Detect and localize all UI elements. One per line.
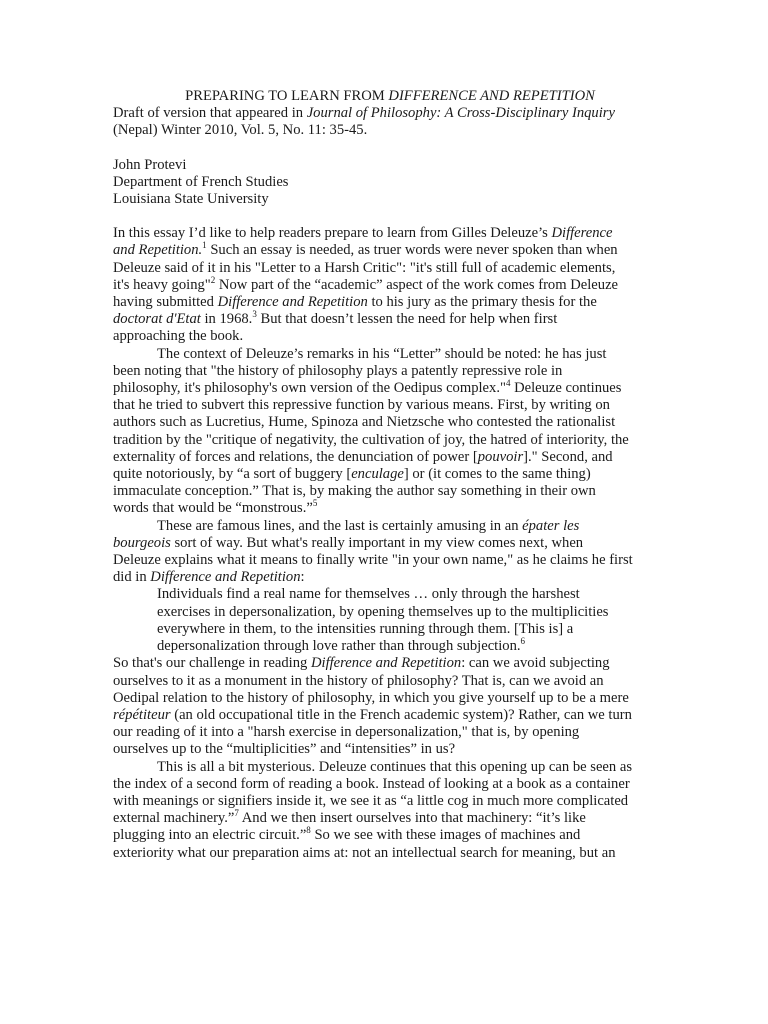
- publication-note-text: Draft of version that appeared in: [113, 105, 307, 122]
- footnote-marker: 5: [312, 498, 318, 509]
- italic-run: enculage: [351, 466, 404, 483]
- spacer: [113, 140, 633, 157]
- text-run: Deleuze continues that he tried to subvert this repressive function by various means. First, by writing on authors such as Lucretius, Hume, Spinoza and Nietzsche who contested the rationalist tradition by the "critique of negativity, the cultivation of joy, the hatred of interiority, the externality of forces and relations, the denunciation of power [: [113, 380, 629, 465]
- italic-run: pouvoir: [477, 448, 524, 465]
- block-quote: [157, 586, 633, 655]
- quote-text: Individuals find a real name for themselves … only through the harshest exercises in depersonalization, by opening themselves up to the multiplicities everywhere in them, to the intensities running through them. [This is] a depersonalization through love rather than through subjection.: [157, 586, 609, 655]
- text-run: (an old occupational title in the French academic system)? Rather, can we turn our reading of it into a "harsh exercise in depersonalization," that is, by opening ourselves up to the “multiplicities” and “intensities” in us?: [113, 706, 632, 758]
- title-italic-text: DIFFERENCE AND REPETITION: [388, 88, 595, 104]
- footnote-marker: 8: [306, 825, 311, 836]
- italic-run: épater les bourgeois: [113, 517, 580, 551]
- publication-details: (Nepal) Winter 2010, Vol. 5, No. 11: 35-45.: [113, 122, 368, 139]
- footnote-marker: 4: [505, 378, 511, 389]
- footnote-marker: 7: [234, 808, 239, 819]
- text-run: So we see with these images of machines and exteriority what our preparation aims at: not an intellectual search for meaning, but an: [113, 827, 616, 861]
- text-run: ] or (it comes to the same thing) immaculate conception.” That is, by making the author say something in their own words that would be “monstrous.”: [113, 466, 596, 517]
- text-run: But that doesn’t lessen the need for help when first approaching the book.: [113, 311, 558, 345]
- author-department: Department of French Studies: [113, 173, 289, 190]
- italic-run: Difference and Repetition: [310, 655, 462, 672]
- text-run: And we then insert ourselves into that machinery: “it’s like plugging into an electric circuit.”: [113, 810, 586, 844]
- text-run: to his jury as the primary thesis for the: [367, 294, 597, 311]
- text-run: : can we avoid subjecting ourselves to it as a monument in the history of philosophy? That is, can we avoid an Oedipal relation to the history of philosophy, in which you give yourself up to be a mere: [113, 655, 629, 706]
- journal-name: Journal of Philosophy: A Cross-Disciplinary Inquiry: [306, 105, 615, 122]
- italic-run: Difference and Repetition.: [113, 225, 613, 259]
- author-university: Louisiana State University: [113, 191, 269, 208]
- text-run: In this essay I’d like to help readers prepare to learn from Gilles Deleuze’s: [113, 225, 552, 242]
- footnote-marker: 1: [202, 240, 207, 251]
- italic-run: Difference and Repetition: [217, 294, 368, 311]
- text-run: So that's our challenge in reading: [113, 655, 311, 672]
- text-run: ]." Second, and quite notoriously, by “a sort of buggery [: [113, 448, 613, 483]
- text-run: Such an essay is needed, as truer words were never spoken than when Deleuze said of it in his "Letter to a Harsh Critic": "it's still full of academic elements, it's heavy going": [113, 242, 618, 293]
- text-run: The context of Deleuze’s remarks in his “Letter” should be noted: he has just been noting that "the history of philosophy plays a patently repressive role in philosophy, it's philosophy's own version of the Oedipus complex.": [113, 345, 607, 397]
- footnote-marker: 6: [520, 636, 526, 647]
- paragraph-5: [113, 759, 633, 862]
- text-run: Now part of the “academic” aspect of the work comes from Deleuze having submitted: [113, 276, 619, 311]
- text-run: sort of way. But what's really important in my view comes next, when Deleuze explains what it means to finally write "in your own name," as he claims he first did in: [113, 534, 633, 586]
- spacer: [113, 208, 633, 225]
- italic-run: doctorat d'Etat: [113, 311, 201, 328]
- footnote-marker: 3: [252, 309, 257, 320]
- text-run: :: [300, 569, 305, 586]
- paragraph-1: [113, 225, 633, 345]
- text-run: These are famous lines, and the last is certainly amusing in an: [157, 517, 523, 534]
- paragraph-4: [113, 655, 633, 758]
- paragraph-2: [113, 346, 633, 518]
- footnote-marker: 2: [210, 274, 216, 285]
- italic-run: Difference and Repetition: [150, 569, 301, 586]
- text-run: This is all a bit mysterious. Deleuze continues that this opening up can be seen as the index of a second form of reading a book. Instead of looking at a book as a container with meanings or signifiers inside it, we see it as “a little cog in much more complicated external machinery.”: [113, 758, 632, 827]
- author-name: John Protevi: [113, 156, 187, 173]
- document-page: [113, 88, 633, 862]
- paragraph-3: [113, 518, 633, 587]
- title-text: PREPARING TO LEARN FROM: [185, 88, 389, 104]
- text-run: in 1968.: [200, 311, 253, 328]
- publication-note: [113, 105, 633, 139]
- document-title: [113, 88, 633, 105]
- italic-run: répétiteur: [113, 706, 171, 723]
